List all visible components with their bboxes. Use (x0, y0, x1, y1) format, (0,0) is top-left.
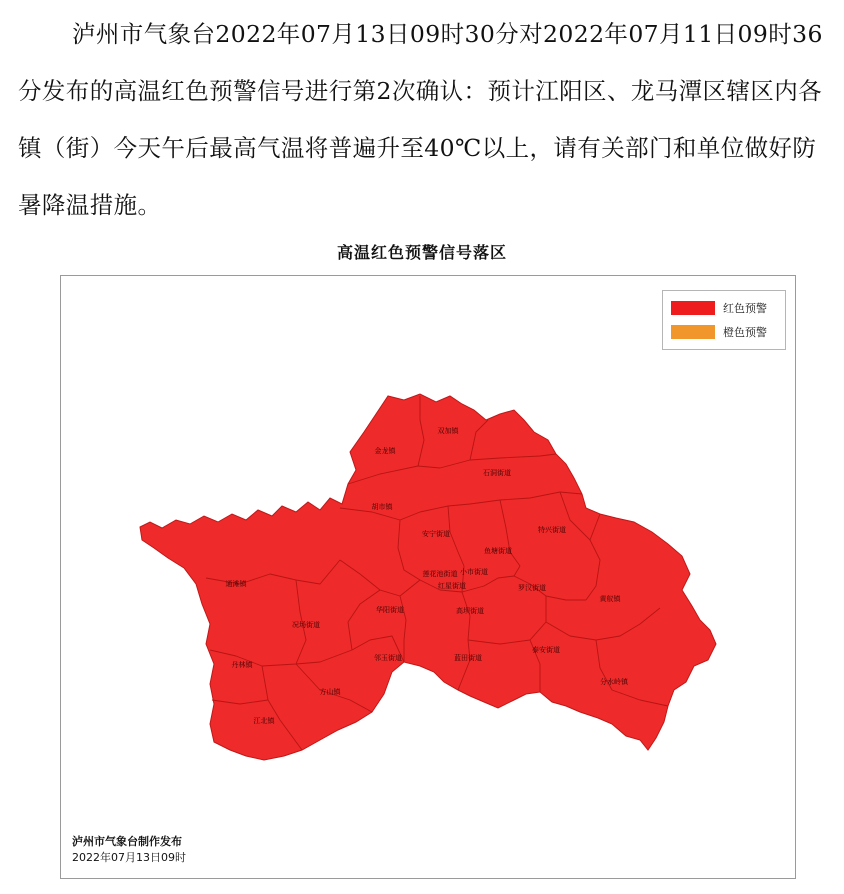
map-legend (662, 290, 786, 350)
town-label: 特兴街道 (538, 526, 566, 534)
town-label: 罗汉街道 (518, 584, 546, 592)
legend-label-red: 红色预警 (723, 302, 767, 315)
issuer-name: 泸州市气象台制作发布 (72, 835, 182, 848)
town-label: 邻玉街道 (374, 654, 402, 662)
town-label: 分水岭镇 (600, 678, 628, 686)
town-label: 莲花池街道 (422, 570, 458, 578)
town-label: 金龙镇 (374, 447, 396, 455)
town-label: 胡市镇 (371, 503, 393, 511)
map-title: 高温红色预警信号落区 (336, 243, 507, 262)
town-label: 通滩镇 (225, 580, 247, 588)
warning-notice-text: 泸州市气象台2022年07月13日09时30分对2022年07月11日09时36分发布的高温红色预警信号进行第2次确认：预计江阳区、龙马潭区辖区内各镇（街）今天午后最高气温将普遍升至40℃以上，请有关部门和单位做好防暑降温措施。 (18, 20, 823, 219)
town-label: 双加镇 (437, 427, 459, 435)
town-label: 华阳街道 (376, 606, 404, 614)
town-label: 安宁街道 (422, 530, 450, 538)
legend-item-orange (671, 323, 767, 341)
town-label: 况场街道 (292, 621, 320, 629)
town-label: 黄舣镇 (599, 595, 621, 603)
map-credit (72, 834, 186, 866)
issue-date: 2022年07月13日09时 (72, 851, 186, 864)
town-label: 石洞街道 (483, 469, 511, 477)
town-label: 蓝田街道 (454, 654, 482, 662)
legend-swatch-orange (671, 325, 715, 339)
town-label: 小市街道 (460, 568, 488, 576)
town-label: 高坝街道 (456, 607, 484, 615)
town-label: 鱼塘街道 (484, 547, 512, 555)
town-label: 泰安街道 (532, 646, 560, 654)
town-label: 江北镇 (253, 717, 275, 725)
legend-item-red (671, 299, 767, 317)
legend-swatch-red (671, 301, 715, 315)
legend-label-orange: 橙色预警 (723, 326, 767, 339)
town-label: 红星街道 (438, 582, 466, 590)
town-label: 丹林镇 (231, 661, 253, 669)
town-label: 方山镇 (319, 688, 341, 696)
